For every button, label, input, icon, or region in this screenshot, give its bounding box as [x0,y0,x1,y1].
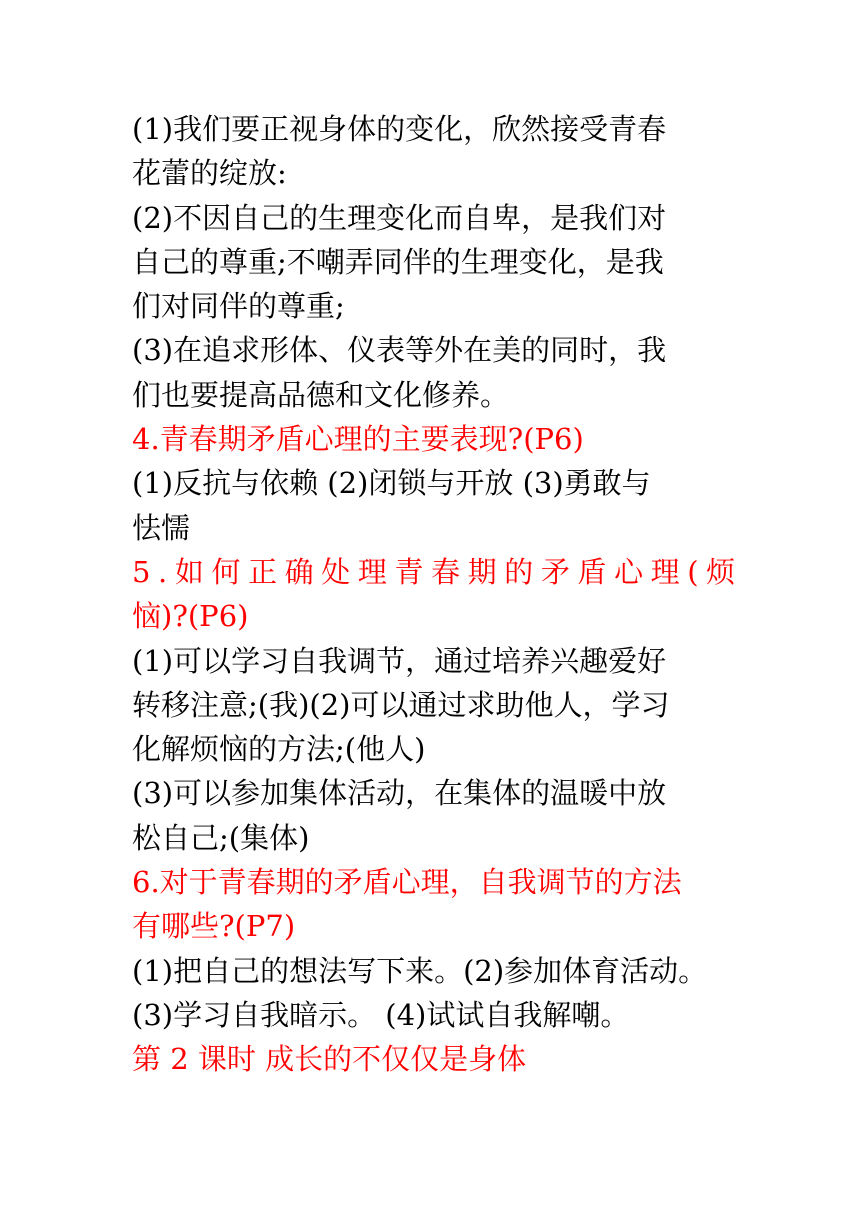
question-heading: 4.青春期矛盾心理的主要表现?(P6) [132,422,584,457]
text-line: (3)在追求形体、仪表等外在美的同时，我 [132,333,667,368]
text-line: (1)可以学习自我调节，通过培养兴趣爱好 [132,643,667,678]
question-heading: 6.对于青春期的矛盾心理，自我调节的方法 [132,865,682,900]
text-line: 转移注意;(我)(2)可以通过求助他人，学习 [132,687,670,722]
question-heading: 有哪些?(P7) [132,909,296,944]
text-line: 自己的尊重;不嘲弄同伴的生理变化，是我 [132,244,664,279]
question-heading: 5.如何正确处理青春期的矛盾心理(烦 [132,554,743,589]
document-page [132,107,772,1082]
text-line: (1)把自己的想法写下来。(2)参加体育活动。 [132,953,708,988]
text-line: (3)可以参加集体活动，在集体的温暖中放 [132,776,667,811]
text-line: 花蕾的绽放: [132,156,287,191]
text-line: (3)学习自我暗示。 (4)试试自我解嘲。 [132,997,630,1032]
text-line: 们对同伴的尊重; [132,289,345,324]
question-heading: 恼)?(P6) [132,599,249,634]
text-line: (1)我们要正视身体的变化，欣然接受青春 [132,112,667,146]
text-line: (1)反抗与依赖 (2)闭锁与开放 (3)勇敢与 [132,466,651,501]
text-line: 松自己;(集体) [132,820,310,855]
text-line: 怯懦 [132,510,191,545]
text-line: 化解烦恼的方法;(他人) [132,732,426,767]
section-heading: 第 2 课时 成长的不仅仅是身体 [132,1042,527,1077]
text-line: 们也要提高品德和文化修养。 [132,377,510,412]
text-line: (2)不因自己的生理变化而自卑，是我们对 [132,200,667,235]
